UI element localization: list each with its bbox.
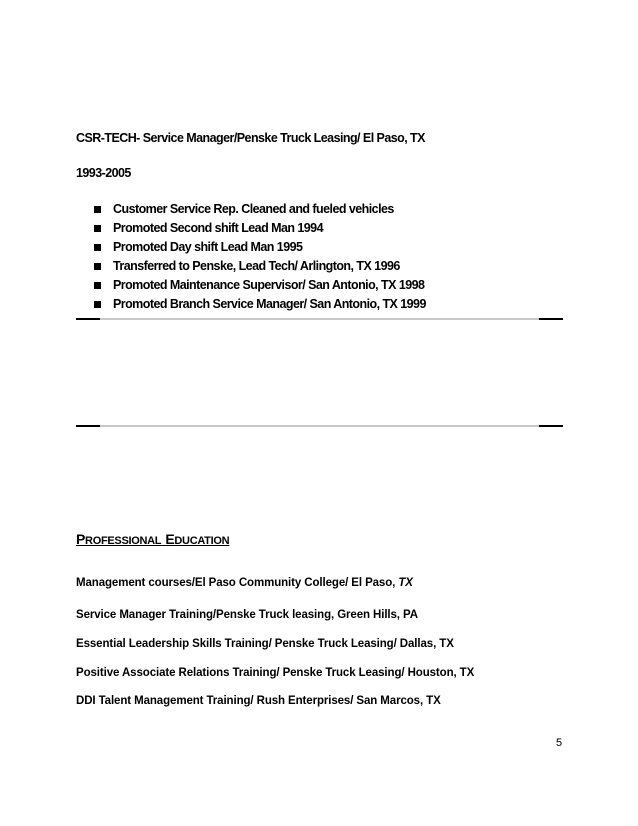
- education-item: Positive Associate Relations Training/ Penske Truck Leasing/ Houston, TX: [76, 667, 475, 679]
- section-divider: [76, 425, 563, 428]
- bullet-text: Customer Service Rep. Cleaned and fueled vehicles: [113, 202, 394, 216]
- job-bullet-list: [94, 200, 426, 314]
- section-heading: PROFESSIONAL EDUCATION: [76, 531, 230, 547]
- education-item: DDI Talent Management Training/ Rush Enterprises/ San Marcos, TX: [76, 695, 441, 707]
- page-number: 5: [556, 737, 563, 749]
- section-divider: [76, 318, 563, 321]
- education-item: Service Manager Training/Penske Truck leasing, Green Hills, PA: [76, 609, 418, 621]
- education-item: Essential Leadership Skills Training/ Penske Truck Leasing/ Dallas, TX: [76, 638, 454, 650]
- square-bullet-icon: [94, 244, 101, 251]
- bullet-text: Transferred to Penske, Lead Tech/ Arlington, TX 1996: [113, 259, 400, 273]
- list-item: [94, 257, 426, 276]
- square-bullet-icon: [94, 206, 101, 213]
- square-bullet-icon: [94, 282, 101, 289]
- bullet-text: Promoted Branch Service Manager/ San Antonio, TX 1999: [113, 297, 426, 311]
- list-item: [94, 200, 426, 219]
- list-item: [94, 238, 426, 257]
- job-years: 1993-2005: [76, 166, 131, 180]
- square-bullet-icon: [94, 225, 101, 232]
- list-item: [94, 295, 426, 314]
- square-bullet-icon: [94, 263, 101, 270]
- list-item: [94, 219, 426, 238]
- square-bullet-icon: [94, 301, 101, 308]
- bullet-text: Promoted Second shift Lead Man 1994: [113, 221, 323, 235]
- bullet-text: Promoted Maintenance Supervisor/ San Antonio, TX 1998: [113, 278, 425, 292]
- bullet-text: Promoted Day shift Lead Man 1995: [113, 240, 303, 254]
- education-item: Management courses/El Paso Community College/ El Paso, TX: [76, 577, 413, 589]
- job-title: CSR-TECH- Service Manager/Penske Truck Leasing/ El Paso, TX: [76, 131, 425, 145]
- list-item: [94, 276, 426, 295]
